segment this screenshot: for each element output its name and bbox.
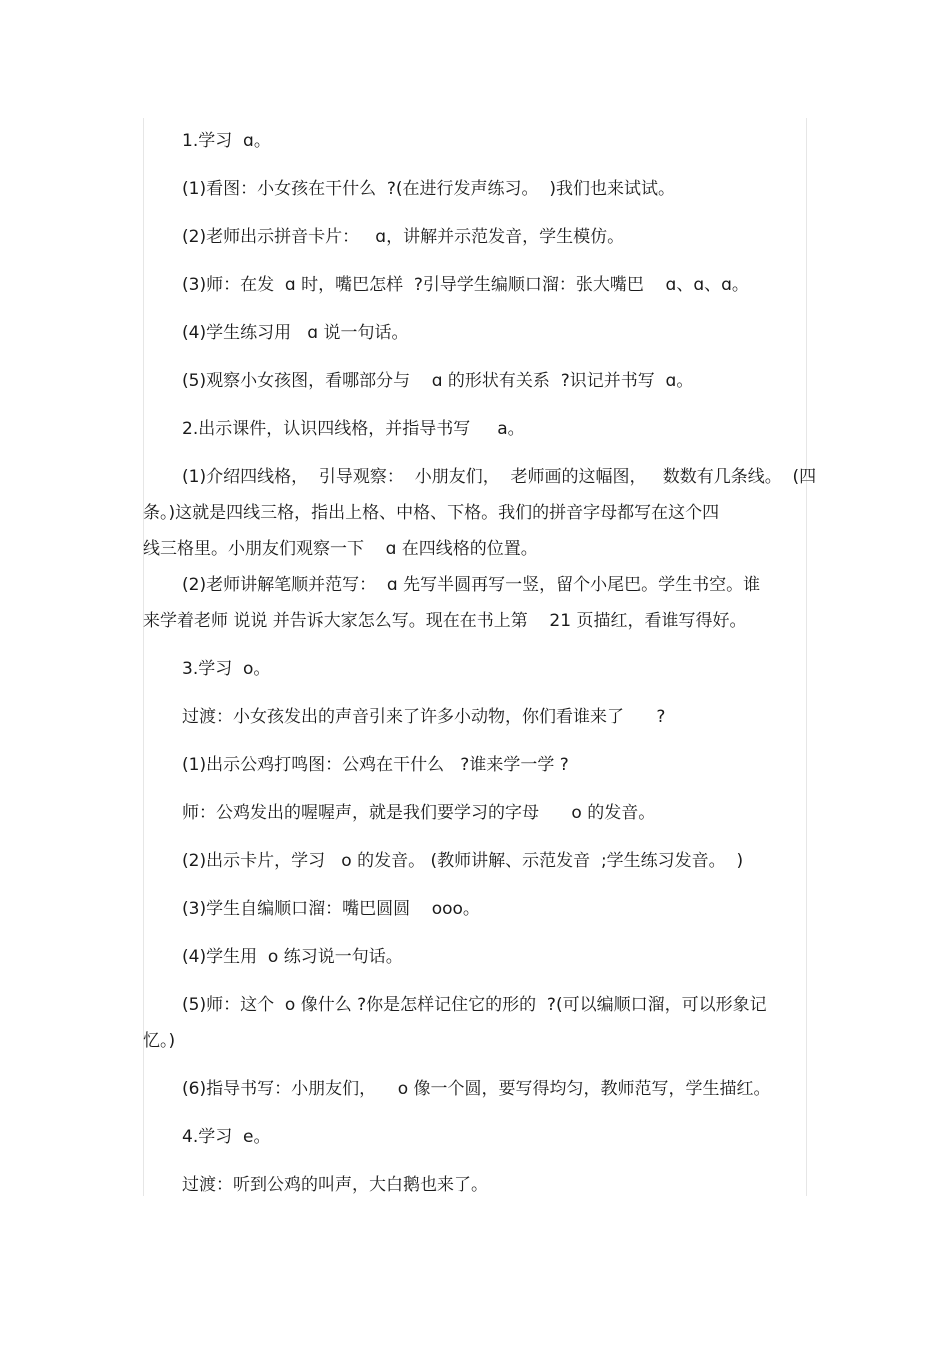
section-heading-learn-o: 3.学习 o。 bbox=[182, 659, 271, 679]
paragraph-line: (5)师：这个 o 像什么 ?你是怎样记住它的形的 ?(可以编顺口溜，可以形象记 bbox=[182, 995, 767, 1015]
page-frame-right bbox=[806, 118, 807, 1196]
paragraph-line: (2)老师讲解笔顺并范写： ɑ 先写半圆再写一竖，留个小尾巴。学生书空。谁 bbox=[182, 575, 761, 595]
paragraph-line: 师：公鸡发出的喔喔声，就是我们要学习的字母 o 的发音。 bbox=[182, 803, 656, 823]
paragraph-line: (4)学生用 o 练习说一句话。 bbox=[182, 947, 403, 967]
paragraph-line: 过渡：听到公鸡的叫声，大白鹅也来了。 bbox=[182, 1175, 488, 1195]
paragraph-line: 忆。) bbox=[143, 1031, 176, 1051]
section-heading-learn-a: 1.学习 ɑ。 bbox=[182, 131, 271, 151]
paragraph-line: (1)介绍四线格， 引导观察： 小朋友们， 老师画的这幅图， 数数有几条线。 (四 bbox=[182, 467, 817, 487]
paragraph-line: 来学着老师 说说 并告诉大家怎么写。现在在书上第 21 页描红，看谁写得好。 bbox=[143, 611, 747, 631]
paragraph-line: 条。)这就是四线三格，指出上格、中格、下格。我们的拼音字母都写在这个四 bbox=[143, 503, 720, 523]
paragraph-line: 过渡：小女孩发出的声音引来了许多小动物，你们看谁来了 ? bbox=[182, 707, 666, 727]
paragraph-line: (3)学生自编顺口溜：嘴巴圆圆 ooo。 bbox=[182, 899, 480, 919]
section-heading-four-line: 2.出示课件，认识四线格，并指导书写 a。 bbox=[182, 419, 525, 439]
paragraph-line: (4)学生练习用 ɑ 说一句话。 bbox=[182, 323, 409, 343]
paragraph-line: (1)看图：小女孩在干什么 ?(在进行发声练习。 )我们也来试试。 bbox=[182, 179, 675, 199]
paragraph-line: 线三格里。小朋友们观察一下 ɑ 在四线格的位置。 bbox=[143, 539, 538, 559]
section-heading-learn-e: 4.学习 e。 bbox=[182, 1127, 271, 1147]
paragraph-line: (2)老师出示拼音卡片： ɑ，讲解并示范发音，学生模仿。 bbox=[182, 227, 625, 247]
paragraph-line: (1)出示公鸡打鸣图：公鸡在干什么 ?谁来学一学 ? bbox=[182, 755, 569, 775]
paragraph-line: (3)师：在发 ɑ 时，嘴巴怎样 ?引导学生编顺口溜：张大嘴巴 ɑ、ɑ、ɑ。 bbox=[182, 275, 749, 295]
paragraph-line: (6)指导书写：小朋友们， o 像一个圆，要写得均匀，教师范写，学生描红。 bbox=[182, 1079, 771, 1099]
paragraph-line: (2)出示卡片，学习 o 的发音。 (教师讲解、示范发音 ;学生练习发音。 ) bbox=[182, 851, 744, 871]
paragraph-line: (5)观察小女孩图，看哪部分与 ɑ 的形状有关系 ?识记并书写 ɑ。 bbox=[182, 371, 694, 391]
